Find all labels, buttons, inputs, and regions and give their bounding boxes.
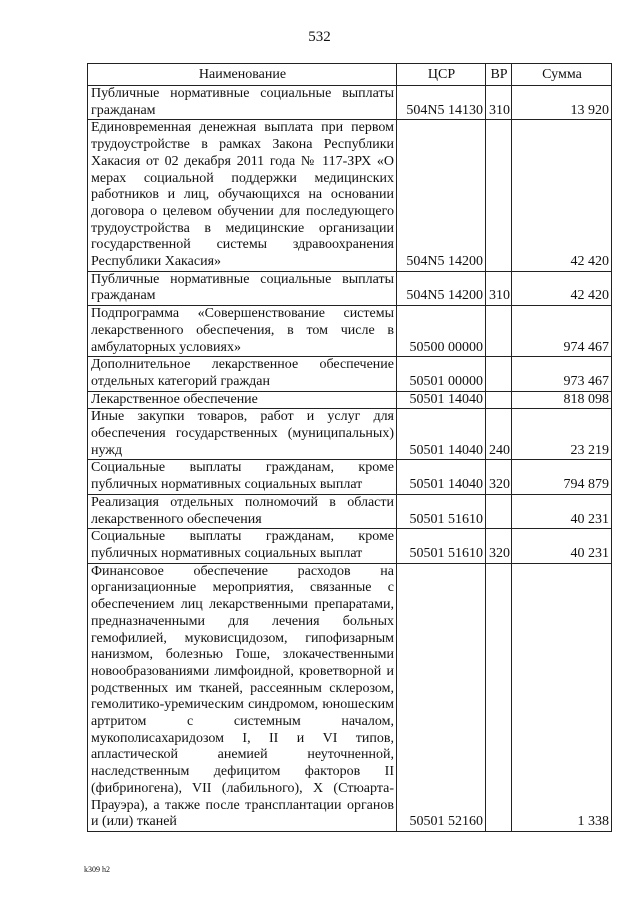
table-row xyxy=(88,460,612,494)
row-vr: 240 xyxy=(486,409,512,460)
row-name: Социальные выплаты гражданам, кроме публичных нормативных социальных выплат xyxy=(88,460,397,494)
row-csr: 50501 51610 xyxy=(397,494,486,528)
row-name: Лекарственное обеспечение xyxy=(88,391,397,409)
row-csr: 50501 14040 xyxy=(397,409,486,460)
row-name: Социальные выплаты гражданам, кроме публичных нормативных социальных выплат xyxy=(88,529,397,563)
row-name: Финансовое обеспечение расходов на организационные мероприятия, связанные с обеспечением лиц лекарственными препаратами, предназначенными для лечения больных гемофилией, муковисцидозом, гипофизарным нанизмом, болезнью Гоше, злокачественными новообразованиями лимфоидной, кроветворной и родственных им тканей, рассеянным склерозом, гемолитико-уремическим синдромом, юношеским артритом с системным началом, мукополисахаридозом I, II и VI типов, апластической анемией неуточненной, наследственным дефицитом факторов II (фибриногена), VII (лабильного), X (Стюарта-Прауэра), а также после трансплантации органов и (или) тканей xyxy=(88,563,397,831)
row-vr xyxy=(486,494,512,528)
row-name: Иные закупки товаров, работ и услуг для обеспечения государственных (муниципальных) нужд xyxy=(88,409,397,460)
table-row xyxy=(88,357,612,391)
header-sum: Сумма xyxy=(512,64,612,86)
row-name: Публичные нормативные социальные выплаты гражданам xyxy=(88,271,397,305)
row-vr xyxy=(486,391,512,409)
row-csr: 50501 14040 xyxy=(397,391,486,409)
budget-table xyxy=(87,63,612,832)
header-vr: ВР xyxy=(486,64,512,86)
row-csr: 50501 14040 xyxy=(397,460,486,494)
header-csr: ЦСР xyxy=(397,64,486,86)
header-name: Наименование xyxy=(88,64,397,86)
row-name: Единовременная денежная выплата при первом трудоустройстве в рамках Закона Республики Хакасия от 02 декабря 2011 года № 117-ЗРХ «О мерах социальной поддержки медицинских работников и лиц, обучающихся на основании договора о целевом обучении для последующего трудоустройства в медицинские организации государственной системы здравоохранения Республики Хакасия» xyxy=(88,120,397,271)
row-name: Подпрограмма «Совершенствование системы лекарственного обеспечения, в том числе в амбулаторных условиях» xyxy=(88,306,397,357)
table-row xyxy=(88,563,612,831)
row-sum: 794 879 xyxy=(512,460,612,494)
row-sum: 42 420 xyxy=(512,120,612,271)
table-row xyxy=(88,494,612,528)
table-row xyxy=(88,120,612,271)
table-row xyxy=(88,391,612,409)
page-number: 532 xyxy=(308,29,331,45)
row-vr xyxy=(486,563,512,831)
footer-code: k309 h2 xyxy=(84,865,110,874)
table-row xyxy=(88,409,612,460)
row-sum: 13 920 xyxy=(512,86,612,120)
row-csr: 50500 00000 xyxy=(397,306,486,357)
row-vr: 320 xyxy=(486,460,512,494)
table-row xyxy=(88,86,612,120)
row-vr: 320 xyxy=(486,529,512,563)
row-sum: 973 467 xyxy=(512,357,612,391)
row-sum: 40 231 xyxy=(512,529,612,563)
row-csr: 50501 52160 xyxy=(397,563,486,831)
row-sum: 40 231 xyxy=(512,494,612,528)
row-sum: 974 467 xyxy=(512,306,612,357)
row-name: Дополнительное лекарственное обеспечение отдельных категорий граждан xyxy=(88,357,397,391)
row-vr: 310 xyxy=(486,86,512,120)
row-sum: 1 338 xyxy=(512,563,612,831)
row-vr: 310 xyxy=(486,271,512,305)
row-csr: 50501 00000 xyxy=(397,357,486,391)
row-vr xyxy=(486,357,512,391)
row-name: Публичные нормативные социальные выплаты гражданам xyxy=(88,86,397,120)
row-vr xyxy=(486,306,512,357)
table-row xyxy=(88,306,612,357)
row-csr: 504N5 14130 xyxy=(397,86,486,120)
row-csr: 504N5 14200 xyxy=(397,120,486,271)
row-csr: 504N5 14200 xyxy=(397,271,486,305)
table-row xyxy=(88,529,612,563)
table-header-row xyxy=(88,64,612,86)
row-name: Реализация отдельных полномочий в области лекарственного обеспечения xyxy=(88,494,397,528)
row-sum: 23 219 xyxy=(512,409,612,460)
row-vr xyxy=(486,120,512,271)
row-sum: 42 420 xyxy=(512,271,612,305)
row-csr: 50501 51610 xyxy=(397,529,486,563)
table-row xyxy=(88,271,612,305)
row-sum: 818 098 xyxy=(512,391,612,409)
